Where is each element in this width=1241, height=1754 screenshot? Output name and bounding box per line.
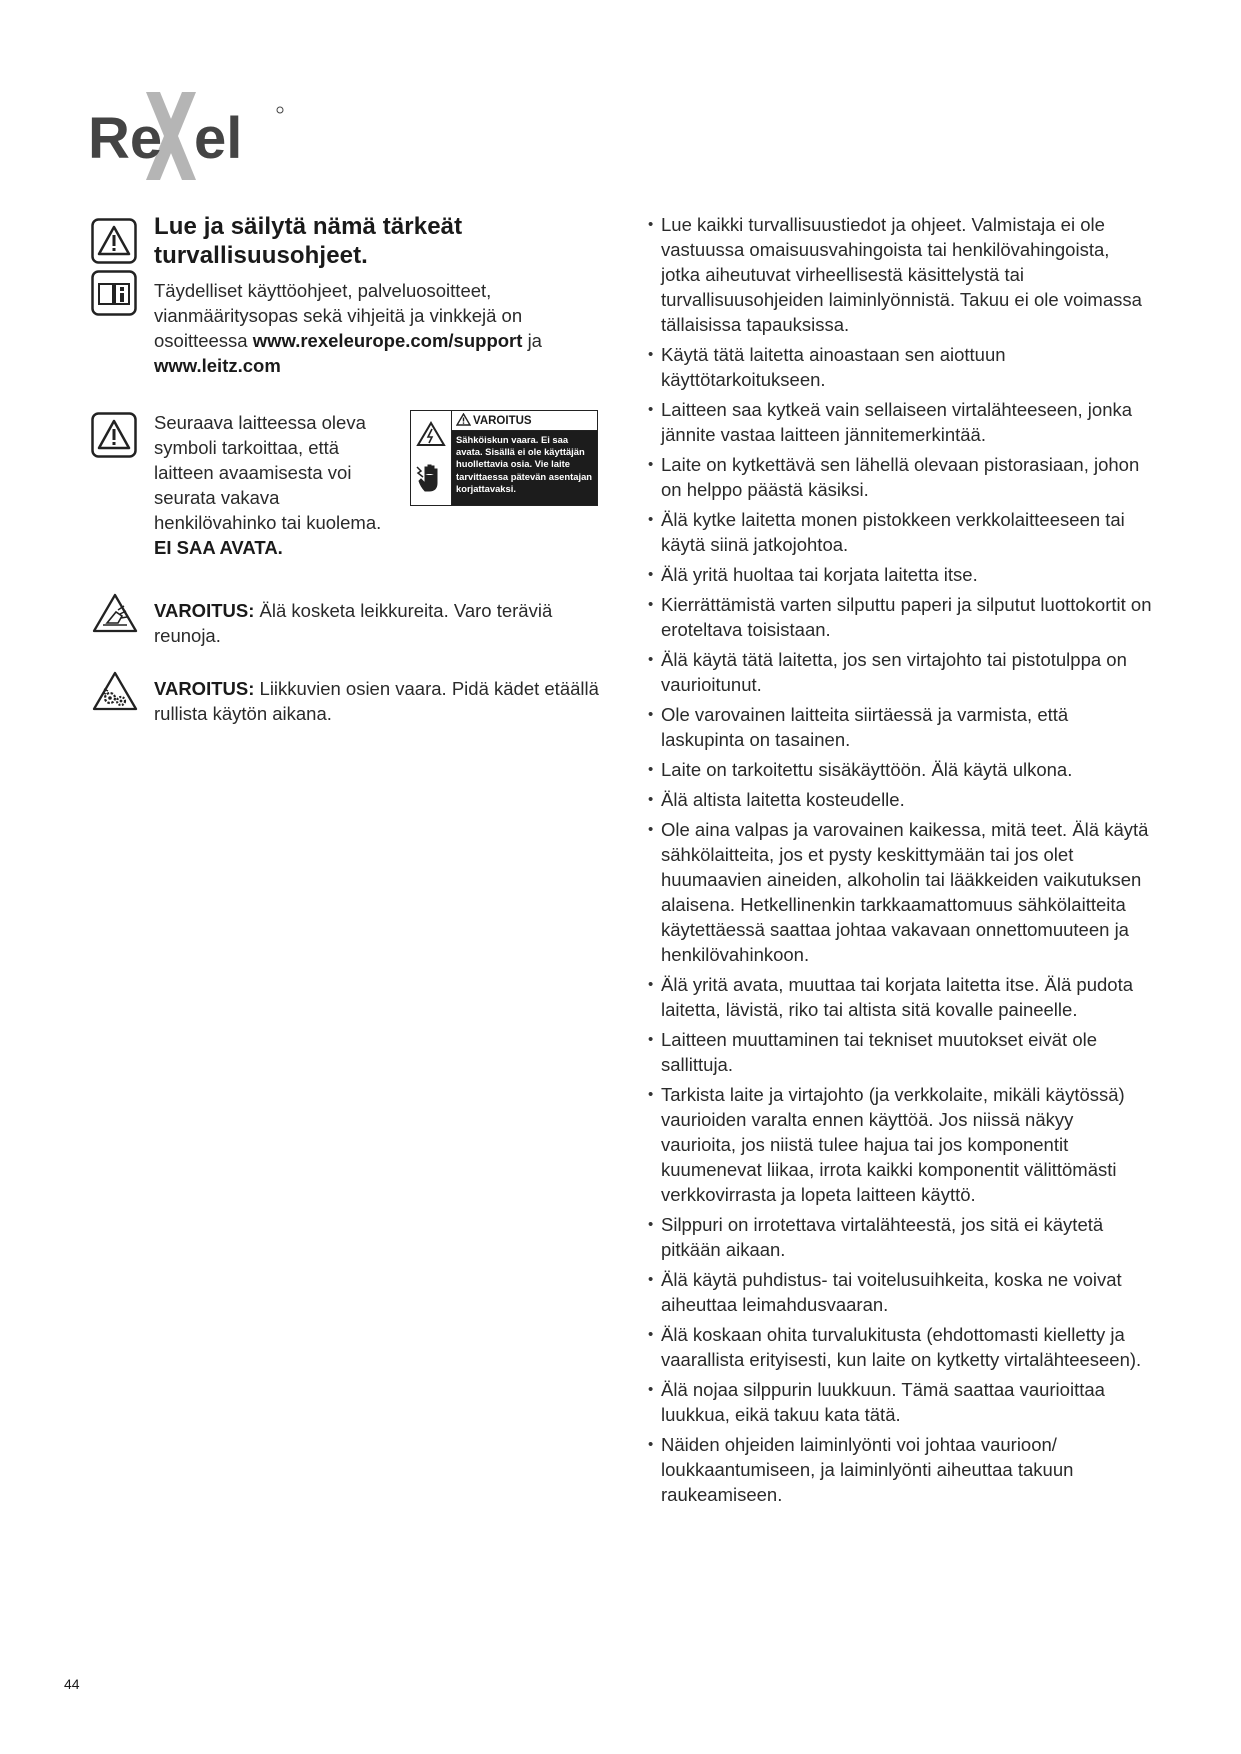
support-link[interactable]: www.rexeleurope.com/support	[252, 330, 523, 351]
page-number: 44	[64, 1676, 80, 1692]
list-item: • Älä altista laitetta kosteudelle.	[652, 787, 1152, 812]
list-item: • Älä käytä tätä laitetta, jos sen virtajohto tai pistotulppa on vaurioitunut.	[652, 647, 1152, 697]
moving-parts-warning-section	[88, 676, 608, 726]
list-item: • Laite on tarkoitettu sisäkäyttöön. Älä käytä ulkona.	[652, 757, 1152, 782]
list-item: • Laitteen muuttaminen tai tekniset muutokset eivät ole sallittuja.	[652, 1027, 1152, 1077]
list-item: • Ole varovainen laitteita siirtäessä ja varmista, että laskupinta on tasainen.	[652, 702, 1152, 752]
intro-text: Täydelliset käyttöohjeet, palveluosoitteet, vianmääritysopas sekä vihjeitä ja vinkkejä on osoitteessa www.rexeleurope.com/support ja www.leitz.com	[154, 280, 542, 376]
list-item: • Laitteen saa kytkeä vain sellaiseen virtalähteeseen, jonka jännite vastaa laitteen jännitemerkintää.	[652, 397, 1152, 447]
list-item: • Kierrättämistä varten silputtu paperi ja silputut luottokortit on eroteltava toisistaan.	[652, 592, 1152, 642]
list-item: • Älä nojaa silppurin luukkuun. Tämä saattaa vaurioittaa luukkua, eikä takuu kata tätä.	[652, 1377, 1152, 1427]
leitz-link[interactable]: www.leitz.com	[154, 355, 281, 376]
moving-parts-warning-text: VAROITUS: Liikkuvien osien vaara. Pidä kädet etäällä rullista käytön aikana.	[154, 678, 599, 724]
warning-triangle-icon	[91, 218, 137, 264]
small-warning-icon	[456, 413, 471, 429]
symbol-notice-text: Seuraava laitteessa oleva symboli tarkoittaa, että laitteen avaamisesta voi seurata vakava henkilövahinko tai kuolema. EI SAA AVATA.	[154, 412, 382, 558]
cutter-warning-text: VAROITUS: Älä kosketa leikkureita. Varo teräviä reunoja.	[154, 600, 553, 646]
list-item: • Silppuri on irrotettava virtalähteestä, jos sitä ei käytetä pitkään aikaan.	[652, 1212, 1152, 1262]
svg-text:el: el	[194, 106, 243, 171]
list-item: • Älä yritä huoltaa tai korjata laitetta itse.	[652, 562, 1152, 587]
rexel-logo	[88, 88, 288, 188]
list-item: • Älä käytä puhdistus- tai voitelusuihkeita, koska ne voivat aiheuttaa leimahdusvaaran.	[652, 1267, 1152, 1317]
symbol-notice-section	[88, 410, 608, 560]
list-item: • Käytä tätä laitetta ainoastaan sen aiottuun käyttötarkoitukseen.	[652, 342, 1152, 392]
sharp-blades-icon	[91, 592, 137, 638]
intro-title: Lue ja säilytä nämä tärkeät turvallisuusohjeet.	[154, 213, 463, 269]
svg-text:Re: Re	[88, 106, 163, 171]
electric-shock-icon	[416, 421, 446, 447]
warning-triangle-icon	[91, 412, 137, 458]
shock-warning-label: VAROITUS Sähköiskun vaara. Ei saa avata. Sisällä ei ole käyttäjän huollettavia osia. Vie laite tarvittaessa pätevän asentajan korjattavaksi.	[410, 410, 598, 506]
list-item: • Näiden ohjeiden laiminlyönti voi johtaa vaurioon/ loukkaantumiseen, ja laiminlyönti aiheuttaa takuun raukeamiseen.	[652, 1432, 1152, 1507]
right-column	[652, 212, 1152, 1512]
safety-instructions-list	[652, 212, 1152, 1507]
left-column	[88, 212, 608, 726]
list-item: • Ole aina valpas ja varovainen kaikessa, mitä teet. Älä käytä sähkölaitteita, jos et pysty keskittymään tai jos olet huumaavien aineiden, alkoholin tai lääkkeiden vaikutuksen alaisena. Hetkellinenkin tarkkaamattomuus sähkölaitteita käytettäessä saattaa johtaa vakavaan onnettomuuteen ja henkilövahinkoon.	[652, 817, 1152, 967]
manual-info-icon	[91, 270, 137, 316]
list-item: • Älä koskaan ohita turvalukitusta (ehdottomasti kielletty ja vaarallista erityisesti, kun laite on kytketty virtalähteeseen).	[652, 1322, 1152, 1372]
hand-shock-icon	[415, 461, 447, 495]
list-item: • Lue kaikki turvallisuustiedot ja ohjeet. Valmistaja ei ole vastuussa omaisuusvahingoista tai henkilövahingoista, jotka aiheutuvat virheellisestä käsittelystä tai turvallisuusohjeiden laiminlyönnistä. Takuu ei ole voimassa tällaisissa tapauksissa.	[652, 212, 1152, 337]
list-item: • Laite on kytkettävä sen lähellä olevaan pistorasiaan, johon on helppo päästä käsiksi.	[652, 452, 1152, 502]
list-item: • Älä yritä avata, muuttaa tai korjata laitetta itse. Älä pudota laitetta, lävistä, riko tai altista sitä kovalle paineelle.	[652, 972, 1152, 1022]
cutter-warning-section	[88, 598, 608, 648]
moving-gears-icon	[91, 670, 137, 716]
list-item: • Tarkista laite ja virtajohto (ja verkkolaite, mikäli käytössä) vaurioiden varalta ennen käyttöä. Jos niissä näkyy vaurioita, jos niistä tulee hajua tai jos komponentit kuumenevat liikaa, irrota kaikki komponentit välittömästi verkkovirrasta ja lopeta laitteen käyttö.	[652, 1082, 1152, 1207]
list-item: • Älä kytke laitetta monen pistokkeen verkkolaitteeseen tai käytä siinä jatkojohtoa.	[652, 507, 1152, 557]
intro-section	[88, 212, 608, 378]
